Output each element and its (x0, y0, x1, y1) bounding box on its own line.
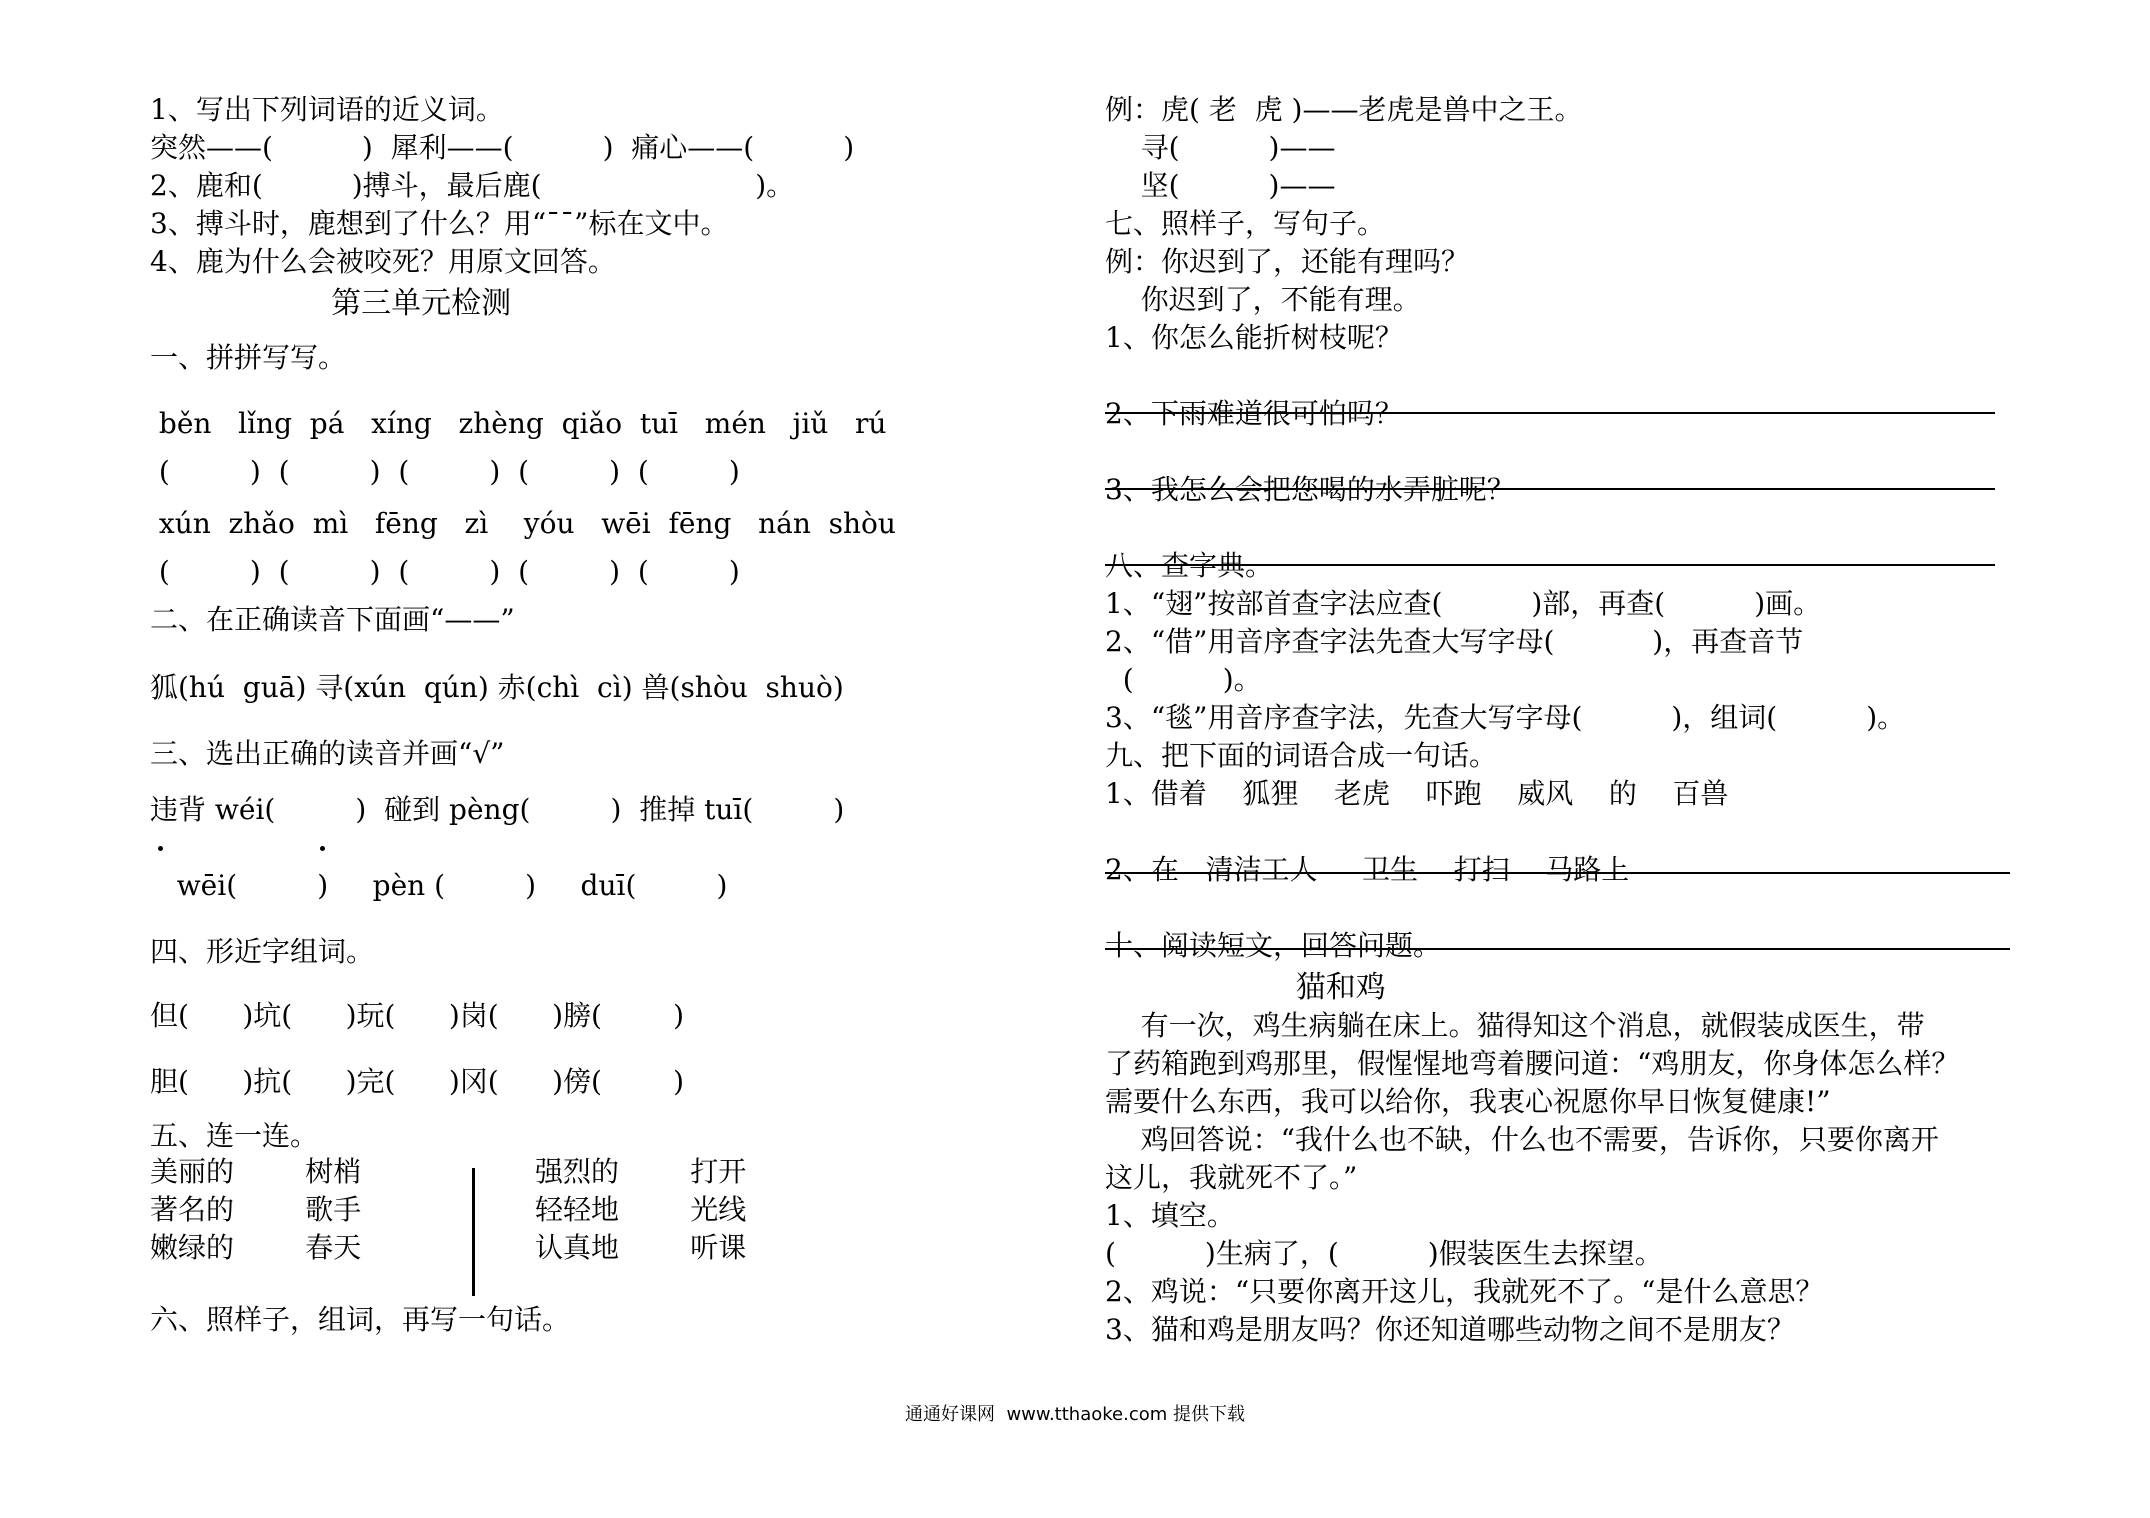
left-line-s1: 一、拼拼写写。 (150, 341, 347, 374)
left-line-c2: 著名的 歌手 (150, 1193, 362, 1226)
left-line-l1: 1、写出下列词语的近义词。 (150, 93, 504, 126)
left-line-py2: xún zhǎo mì fēng zì yóu wēi fēng nán shòu (150, 507, 896, 540)
left-line-l4: 3、搏斗时，鹿想到了什么？用“¯¯”标在文中。 (150, 207, 729, 240)
footer-credit: 通通好课网 www.tthaoke.com 提供下载 (905, 1404, 1245, 1425)
left-line-l11: wēi( ) pèn ( ) duī( ) (150, 869, 728, 902)
left-line-l8: 狐(hú guā) 寻(xún qún) 赤(chì cì) 兽(shòu shuò) (150, 671, 844, 704)
right-line-r3: 坚( )—— (1105, 169, 1336, 202)
match-line-m3: 认真地 听课 (535, 1231, 747, 1264)
right-line-r15: 九、把下面的词语合成一句话。 (1105, 739, 1498, 772)
right-line-p5: 这儿，我就死不了。” (1105, 1161, 1358, 1194)
right-line-q1: 1、填空。 (1105, 1199, 1235, 1232)
left-line-c1: 美丽的 树梢 (150, 1155, 362, 1188)
right-line-r16: 1、借着 狐狸 老虎 吓跑 威风 的 百兽 (1105, 777, 1729, 810)
right-line-story_title: 猫和鸡 (1105, 970, 1386, 1005)
answer-line (1105, 872, 2010, 874)
left-line-s6: 六、照样子，组词，再写一句话。 (150, 1303, 571, 1336)
answer-line (1105, 948, 2010, 950)
left-line-l5: 4、鹿为什么会被咬死？用原文回答。 (150, 245, 616, 278)
right-line-r14: 3、“毯”用音序查字法，先查大写字母( )，组词( )。 (1105, 701, 1906, 734)
left-line-s2: 二、在正确读音下面画“——” (150, 603, 515, 636)
emphasis-dot (158, 846, 163, 851)
left-line-l3: 2、鹿和( )搏斗，最后鹿( )。 (150, 169, 795, 202)
right-line-r2: 寻( )—— (1105, 131, 1336, 164)
right-line-r10: 八、查字典。 (1105, 549, 1274, 582)
left-line-s4: 四、形近字组词。 (150, 935, 375, 968)
right-line-r13: ( )。 (1105, 663, 1262, 696)
right-line-r12: 2、“借”用音序查字法先查大写字母( )，再查音节 (1105, 625, 1804, 658)
left-line-s5: 五、连一连。 (150, 1119, 319, 1152)
right-line-r7: 1、你怎么能折树枝呢？ (1105, 321, 1403, 354)
right-line-r11: 1、“翅”按部首查字法应查( )部，再查( )画。 (1105, 587, 1822, 620)
right-line-r4: 七、照样子，写句子。 (1105, 207, 1386, 240)
left-line-c3: 嫩绿的 春天 (150, 1231, 362, 1264)
right-line-q4: 3、猫和鸡是朋友吗？你还知道哪些动物之间不是朋友？ (1105, 1313, 1795, 1346)
left-line-b1: ( ) ( ) ( ) ( ) ( ) (150, 455, 740, 488)
right-line-r6: 你迟到了，不能有理。 (1105, 283, 1421, 316)
left-line-py1: běn lǐng pá xíng zhèng qiǎo tuī mén jiǔ rú (150, 407, 887, 440)
right-line-r18: 十、阅读短文，回答问题。 (1105, 929, 1442, 962)
right-line-r9: 3、我怎么会把您喝的水弄脏呢？ (1105, 473, 1515, 506)
right-line-p4: 鸡回答说：“我什么也不缺，什么也不需要，告诉你，只要你离开 (1105, 1123, 1939, 1156)
match-line-m2: 轻轻地 光线 (535, 1193, 747, 1226)
left-line-l14: 胆( )抗( )完( )冈( )傍( ) (150, 1065, 685, 1098)
answer-line (1105, 488, 1995, 490)
left-line-s3: 三、选出正确的读音并画“√” (150, 737, 505, 770)
left-line-l13: 但( )坑( )玩( )岗( )膀( ) (150, 999, 685, 1032)
right-line-p1: 有一次，鸡生病躺在床上。猫得知这个消息，就假装成医生，带 (1105, 1009, 1925, 1042)
right-line-p3: 需要什么东西，我可以给你，我衷心祝愿你早日恢复健康!” (1105, 1085, 1831, 1118)
emphasis-dot (320, 846, 325, 851)
right-line-r1: 例：虎( 老 虎 )——老虎是兽中之王。 (1105, 93, 1583, 126)
left-line-b2: ( ) ( ) ( ) ( ) ( ) (150, 555, 740, 588)
right-line-q2: ( )生病了，( )假装医生去探望。 (1105, 1237, 1663, 1270)
right-line-r8: 2、下雨难道很可怕吗？ (1105, 397, 1403, 430)
answer-line (1105, 412, 1995, 414)
right-line-r17: 2、在 清洁工人 卫生 打扫 马路上 (1105, 853, 1630, 886)
left-line-unit_title: 第三单元检测 (150, 286, 512, 321)
match-divider (472, 1168, 475, 1296)
match-line-m1: 强烈的 打开 (535, 1155, 747, 1188)
left-line-l10: 违背 wéi( ) 碰到 pèng( ) 推掉 tuī( ) (150, 793, 845, 826)
right-line-r5: 例：你迟到了，还能有理吗？ (1105, 245, 1470, 278)
left-line-l2: 突然——( ) 犀利——( ) 痛心——( ) (150, 131, 855, 164)
answer-line (1105, 564, 1995, 566)
right-line-q3: 2、鸡说：“只要你离开这儿，我就死不了。“是什么意思？ (1105, 1275, 1824, 1308)
right-line-p2: 了药箱跑到鸡那里，假惺惺地弯着腰问道：“鸡朋友，你身体怎么样？ (1105, 1047, 1960, 1080)
